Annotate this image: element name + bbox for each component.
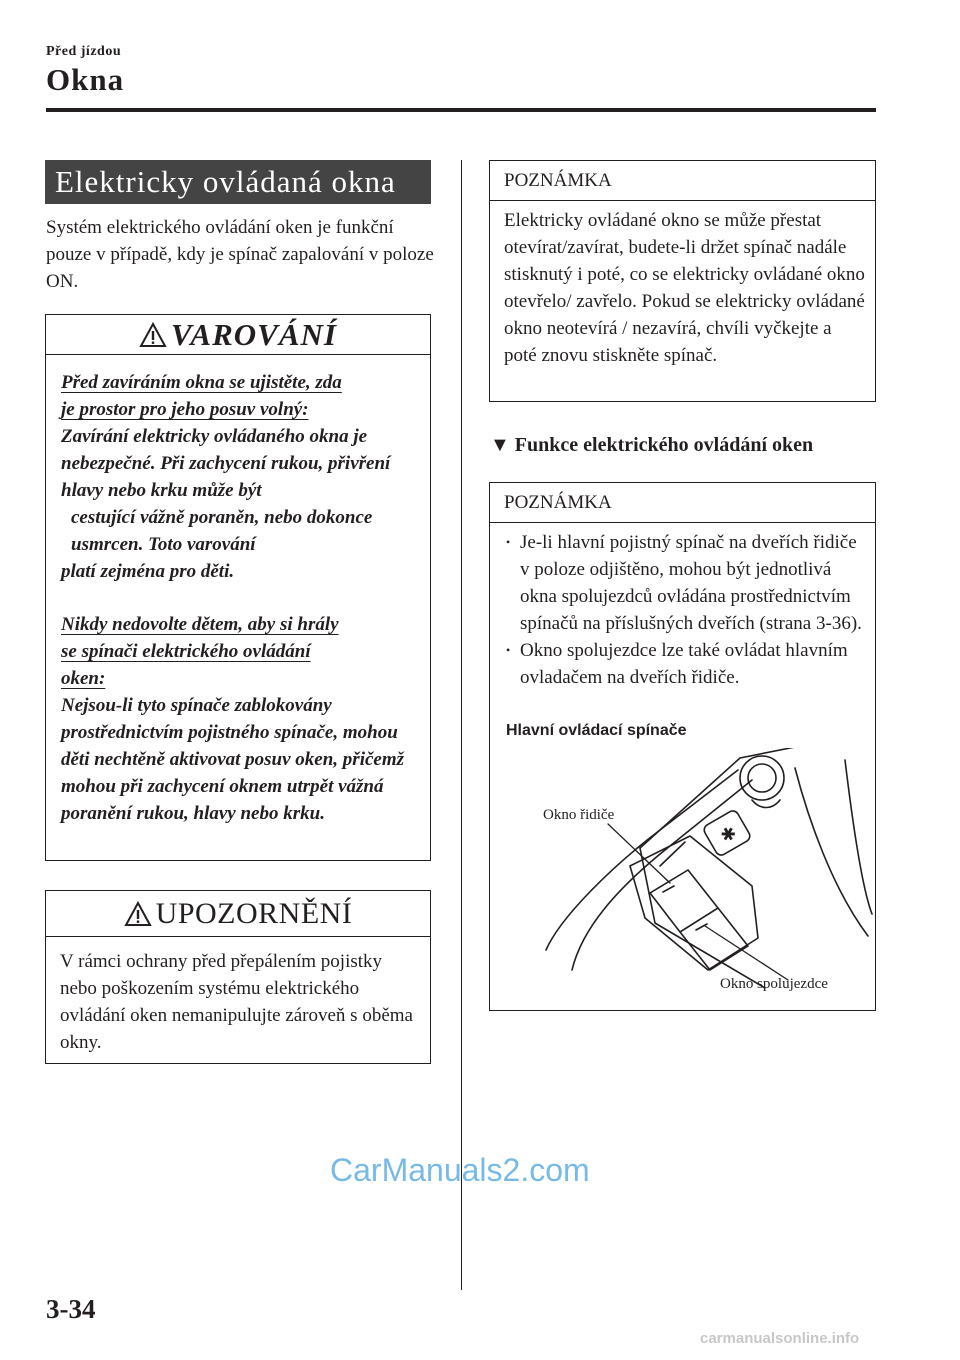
caution-triangle-icon [124,901,152,927]
label-driver-window: Okno řidiče [543,807,615,823]
warning-lead-2-line-3: oken: [61,668,106,689]
page-number: 3-34 [46,1294,96,1324]
intro-paragraph: Systém elektrického ovládání oken je funkční pouze v případě, kdy je spínač zapalování v poloze ON. [46,217,434,292]
warning-label: VAROVÁNÍ [171,316,337,352]
section-title-bar: Elektricky ovládaná okna [45,160,431,204]
note-2-header: POZNÁMKA [490,483,875,523]
warning-box [45,314,431,861]
watermark: CarManuals2.com [330,1152,590,1188]
caution-label: UPOZORNĚNÍ [155,896,353,930]
figure-caption: Hlavní ovládací spínače [506,722,687,739]
note-1-body: Elektricky ovládané okno se může přestat otevírat/zavírat, budete-li držet spínač nadále stisknutý i poté, co se elektricky ovládané okno otevřelo/ zavřelo. Pokud se elektricky ovládané okno neotevírá / nezavírá, chvíli vyčkejte a poté znovu stiskněte spínač. [504,210,865,366]
warning-lead-1-line-1: Před zavíráním okna se ujistěte, zda [61,372,342,393]
warning-triangle-icon [139,322,167,348]
note-box-1 [489,160,876,402]
triangle-down-icon: ▼ [490,434,510,456]
subsection-heading [490,434,813,457]
site-watermark: carmanualsonline.info [700,1330,860,1347]
warning-text-1-end: platí zejména pro děti. [61,561,235,582]
subsection-title: Funkce elektrického ovládání oken [514,434,814,456]
warning-lead-1-line-2: je prostor pro jeho posuv volný: [61,399,309,420]
warning-text-1: Zavírání elektricky ovládaného okna je nebezpečné. Při zachycení rukou, přivření hlavy nebo krku může být [61,426,391,501]
warning-body [61,369,421,827]
warning-text-2: Nejsou-li tyto spínače zablokovány prostřednictvím pojistného spínače, mohou děti nechtěně aktivovat posuv oken, přičemž mohou při zachycení oknem utrpět vážná poranění rukou, hlavy nebo krku. [61,695,405,824]
window-switch-illustration [490,748,875,1010]
list-item: • Okno spolujezdce lze také ovládat hlavním ovladačem na dveřích řidiče. [504,637,870,691]
column-divider [461,160,462,1290]
caution-header [46,891,430,937]
label-passenger-window: Okno spolujezdce [720,976,828,992]
list-item: • Je-li hlavní pojistný spínač na dveřích řidiče v poloze odjištěno, mohou být jednotlivá okna spolujezdců ovládána prostřednictvím spínačů na příslušných dveřích (strana 3-36). [504,529,870,637]
warning-lead-2-line-1: Nikdy nedovolte dětem, aby si hrály [61,614,339,635]
caution-body: V rámci ochrany před přepálením pojistky nebo poškozením systému elektrického ovládání oken nemanipulujte zároveň s oběma okny. [60,951,413,1053]
warning-lead-2-line-2: se spínači elektrického ovládání [61,641,311,662]
running-header-section: Před jízdou [46,44,122,59]
warning-header [46,315,430,355]
warning-text-1-indent: cestující vážně poraněn, nebo dokonce usmrcen. Toto varování [71,507,373,555]
page-title: Okna [46,62,125,97]
svg-text:✱: ✱ [716,822,741,848]
caution-box [45,890,431,1064]
note-2-list [504,529,870,691]
header-rule [46,108,876,112]
note-1-header: POZNÁMKA [490,161,875,201]
